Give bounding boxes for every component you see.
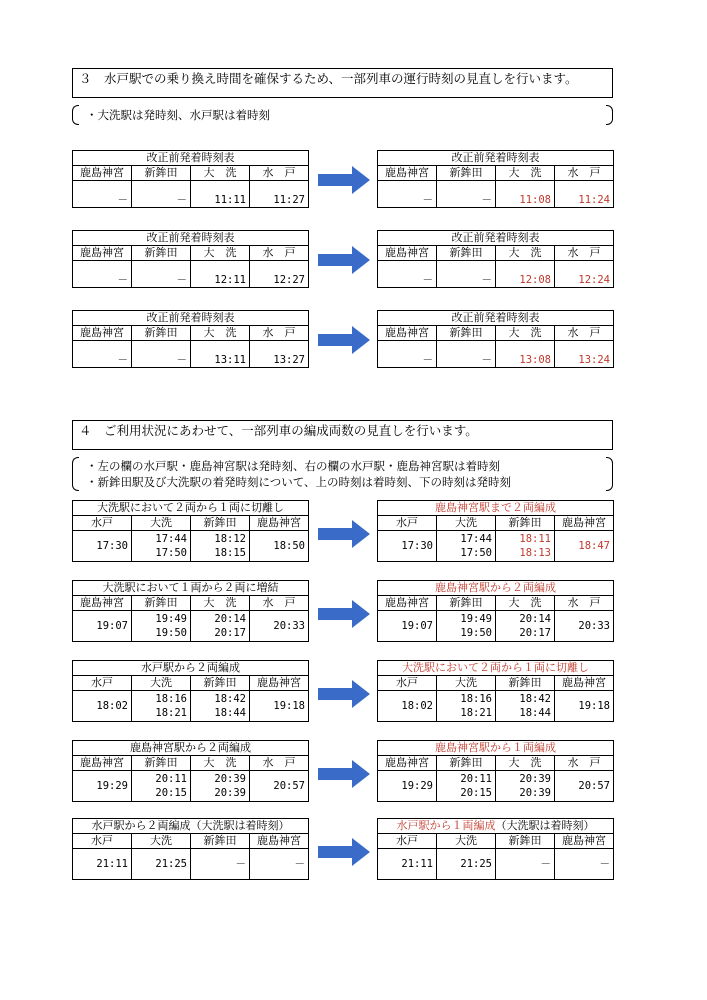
station-header: 新鉾田 [132, 756, 191, 771]
station-header: 鹿島神宮 [73, 166, 132, 181]
station-header: 水 戸 [250, 166, 309, 181]
time-value: 19:49 [460, 613, 492, 625]
station-header: 新鉾田 [191, 516, 250, 531]
time-cell: － [437, 261, 496, 288]
time-value: 18:44 [214, 707, 246, 719]
timetable-left [72, 500, 309, 562]
time-cell [378, 611, 437, 642]
station-header: 大洗 [437, 834, 496, 849]
station-header: 新鉾田 [437, 596, 496, 611]
time-value: 17:44 [155, 533, 187, 545]
timetable-left [72, 818, 309, 880]
station-header: 大 洗 [496, 596, 555, 611]
time-value: 17:50 [155, 547, 187, 559]
time-cell [73, 849, 132, 880]
station-header: 水 戸 [250, 326, 309, 341]
timetable-right [377, 580, 614, 642]
time-cell: － [132, 341, 191, 368]
time-value: 19:50 [460, 627, 492, 639]
time-cell: 13:08 [496, 341, 555, 368]
time-cell [378, 771, 437, 802]
timetable-title: 大洗駅において２両から１両に切離し [378, 661, 614, 676]
time-value: 18:12 [214, 533, 246, 545]
time-value: 20:57 [578, 780, 610, 792]
station-header: 水 戸 [250, 596, 309, 611]
time-cell: － [73, 341, 132, 368]
time-cell [73, 691, 132, 722]
time-cell [191, 611, 250, 642]
time-cell: － [378, 181, 437, 208]
station-header: 鹿島神宮 [73, 756, 132, 771]
time-value: 20:33 [578, 620, 610, 632]
time-value: 20:39 [214, 773, 246, 785]
station-header: 新鉾田 [132, 596, 191, 611]
time-cell [132, 531, 191, 562]
time-cell [378, 531, 437, 562]
time-cell [191, 771, 250, 802]
section-4-notes [72, 457, 613, 491]
arrow-right-icon [318, 326, 370, 354]
time-cell [496, 531, 555, 562]
time-cell: － [378, 261, 437, 288]
timetable-title: 改正前発着時刻表 [73, 151, 309, 166]
station-header: 新鉾田 [437, 166, 496, 181]
time-cell: 13:27 [250, 341, 309, 368]
time-value: 19:49 [155, 613, 187, 625]
time-value: 17:50 [460, 547, 492, 559]
time-cell [437, 531, 496, 562]
timetable-title: 改正前発着時刻表 [73, 231, 309, 246]
time-cell [555, 531, 614, 562]
time-value: 17:44 [460, 533, 492, 545]
timetable-left [72, 580, 309, 642]
time-value: 21:11 [96, 858, 128, 870]
timetable-title: 改正前発着時刻表 [378, 311, 614, 326]
timetable-left [72, 740, 309, 802]
time-value: 20:14 [519, 613, 551, 625]
time-cell [555, 691, 614, 722]
time-cell [378, 691, 437, 722]
station-header: 大 洗 [496, 166, 555, 181]
time-cell [73, 611, 132, 642]
time-cell [437, 771, 496, 802]
time-value: 18:50 [273, 540, 305, 552]
arrow-right-icon [318, 838, 370, 866]
station-header: 鹿島神宮 [250, 676, 309, 691]
station-header: 新鉾田 [437, 246, 496, 261]
section-3-header-text: ３ 水戸駅での乗り換え時間を確保するため、一部列車の運行時刻の見直しを行います。 [79, 71, 578, 86]
time-cell [132, 771, 191, 802]
time-value: 18:21 [460, 707, 492, 719]
time-cell: 12:27 [250, 261, 309, 288]
time-cell: － [73, 181, 132, 208]
station-header: 大 洗 [496, 326, 555, 341]
time-cell [437, 691, 496, 722]
time-cell [437, 849, 496, 880]
arrow-right-icon [318, 680, 370, 708]
time-cell [132, 611, 191, 642]
station-header: 新鉾田 [132, 166, 191, 181]
time-value: 20:17 [519, 627, 551, 639]
time-value: 18:16 [460, 693, 492, 705]
time-cell [496, 691, 555, 722]
time-cell [73, 531, 132, 562]
station-header: 大洗 [132, 516, 191, 531]
time-value: 17:30 [401, 540, 433, 552]
timetable-title: 鹿島神宮駅から２両編成 [73, 741, 309, 756]
note: ・新鉾田駅及び大洗駅の着発時刻について、上の時刻は着時刻、下の時刻は発時刻 [86, 475, 512, 489]
station-header: 鹿島神宮 [250, 516, 309, 531]
time-value: 18:13 [519, 547, 551, 559]
time-cell: 11:24 [555, 181, 614, 208]
station-header: 水 戸 [250, 246, 309, 261]
timetable-title: 改正前発着時刻表 [73, 311, 309, 326]
timetable-title: 改正前発着時刻表 [378, 231, 614, 246]
station-header: 鹿島神宮 [250, 834, 309, 849]
station-header: 鹿島神宮 [555, 516, 614, 531]
time-cell: 12:11 [191, 261, 250, 288]
time-value: 20:17 [214, 627, 246, 639]
time-value: 19:18 [273, 700, 305, 712]
time-value: 20:15 [155, 787, 187, 799]
time-cell [250, 771, 309, 802]
station-header: 鹿島神宮 [555, 834, 614, 849]
time-value: 18:21 [155, 707, 187, 719]
time-value: 18:16 [155, 693, 187, 705]
arrow-right-icon [318, 600, 370, 628]
station-header: 水戸 [378, 516, 437, 531]
station-header: 水戸 [73, 676, 132, 691]
time-cell: － [378, 341, 437, 368]
arrow-right-icon [318, 520, 370, 548]
time-value: 19:07 [96, 620, 128, 632]
time-cell: 13:24 [555, 341, 614, 368]
time-value: － [599, 858, 610, 870]
time-value: 18:02 [96, 700, 128, 712]
time-value: 19:18 [578, 700, 610, 712]
time-cell [555, 849, 614, 880]
station-header: 大洗 [437, 676, 496, 691]
time-cell [191, 849, 250, 880]
time-value: 18:42 [214, 693, 246, 705]
time-cell [250, 531, 309, 562]
time-cell: 11:08 [496, 181, 555, 208]
station-header: 大 洗 [496, 246, 555, 261]
time-cell [132, 849, 191, 880]
timetable-right [377, 818, 614, 880]
time-value: 20:14 [214, 613, 246, 625]
timetable-right [377, 310, 614, 368]
station-header: 鹿島神宮 [73, 326, 132, 341]
station-header: 大 洗 [496, 756, 555, 771]
time-value: 20:11 [155, 773, 187, 785]
section-4-header [72, 420, 613, 450]
time-cell [250, 849, 309, 880]
station-header: 新鉾田 [496, 676, 555, 691]
time-cell [555, 771, 614, 802]
station-header: 新鉾田 [191, 676, 250, 691]
arrow-right-icon [318, 760, 370, 788]
timetable-left [72, 150, 309, 208]
time-value: 18:44 [519, 707, 551, 719]
timetable-title: 水戸駅から２両編成（大洗駅は着時刻） [73, 819, 309, 834]
title-changed-part: 水戸駅から１両編成 [396, 819, 496, 832]
station-header: 水戸 [378, 834, 437, 849]
note: ・大洗駅は発時刻、水戸駅は着時刻 [86, 108, 270, 122]
time-cell [555, 611, 614, 642]
section-4-header-text: ４ ご利用状況にあわせて、一部列車の編成両数の見直しを行います。 [79, 423, 478, 438]
station-header: 水 戸 [555, 756, 614, 771]
station-header: 鹿島神宮 [378, 246, 437, 261]
station-header: 新鉾田 [191, 834, 250, 849]
time-cell [73, 771, 132, 802]
time-value: 20:15 [460, 787, 492, 799]
time-value: 18:15 [214, 547, 246, 559]
timetable-right [377, 740, 614, 802]
timetable-title: 鹿島神宮駅から２両編成 [378, 581, 614, 596]
time-value: － [540, 858, 551, 870]
timetable-title [378, 819, 614, 834]
note: ・左の欄の水戸駅・鹿島神宮駅は発時刻、右の欄の水戸駅・鹿島神宮駅は着時刻 [86, 459, 500, 473]
station-header: 大 洗 [191, 756, 250, 771]
time-value: 19:29 [96, 780, 128, 792]
time-cell: － [132, 261, 191, 288]
station-header: 新鉾田 [132, 326, 191, 341]
time-cell: 11:27 [250, 181, 309, 208]
timetable-right [377, 230, 614, 288]
time-cell [191, 531, 250, 562]
station-header: 水 戸 [555, 166, 614, 181]
time-cell: － [73, 261, 132, 288]
time-cell: － [132, 181, 191, 208]
station-header: 水戸 [73, 516, 132, 531]
station-header: 水 戸 [555, 246, 614, 261]
time-value: 20:39 [214, 787, 246, 799]
time-value: 21:25 [155, 858, 187, 870]
station-header: 大 洗 [191, 596, 250, 611]
station-header: 大 洗 [191, 326, 250, 341]
station-header: 大 洗 [191, 166, 250, 181]
time-value: 18:11 [519, 533, 551, 545]
title-note-part: （大洗駅は着時刻） [495, 819, 595, 832]
station-header: 鹿島神宮 [555, 676, 614, 691]
time-value: 18:02 [401, 700, 433, 712]
time-cell: 11:11 [191, 181, 250, 208]
time-value: － [235, 858, 246, 870]
timetable-title: 大洗駅において２両から１両に切離し [73, 501, 309, 516]
section-3-header [72, 68, 613, 98]
time-cell: 12:24 [555, 261, 614, 288]
timetable-left [72, 660, 309, 722]
time-cell: 13:11 [191, 341, 250, 368]
station-header: 新鉾田 [437, 326, 496, 341]
timetable-title: 大洗駅において１両から２両に増結 [73, 581, 309, 596]
time-cell: － [437, 341, 496, 368]
time-value: 20:11 [460, 773, 492, 785]
time-cell [496, 771, 555, 802]
timetable-left [72, 230, 309, 288]
timetable-title: 改正前発着時刻表 [378, 151, 614, 166]
station-header: 鹿島神宮 [73, 246, 132, 261]
time-value: 20:39 [519, 773, 551, 785]
time-cell [437, 611, 496, 642]
time-cell: 12:08 [496, 261, 555, 288]
station-header: 鹿島神宮 [73, 596, 132, 611]
station-header: 大 洗 [191, 246, 250, 261]
section-3-notes [72, 105, 613, 125]
time-value: 20:57 [273, 780, 305, 792]
timetable-title: 水戸駅から２両編成 [73, 661, 309, 676]
station-header: 水戸 [73, 834, 132, 849]
time-cell [250, 611, 309, 642]
arrow-right-icon [318, 166, 370, 194]
time-value: 20:33 [273, 620, 305, 632]
time-value: 19:07 [401, 620, 433, 632]
time-value: － [294, 858, 305, 870]
station-header: 水 戸 [555, 326, 614, 341]
station-header: 水 戸 [555, 596, 614, 611]
time-cell [496, 611, 555, 642]
time-cell [250, 691, 309, 722]
timetable-right [377, 500, 614, 562]
time-cell [496, 849, 555, 880]
time-cell [378, 849, 437, 880]
time-value: 17:30 [96, 540, 128, 552]
station-header: 水 戸 [250, 756, 309, 771]
time-value: 21:25 [460, 858, 492, 870]
timetable-title: 鹿島神宮駅まで２両編成 [378, 501, 614, 516]
station-header: 鹿島神宮 [378, 166, 437, 181]
timetable-title: 鹿島神宮駅から１両編成 [378, 741, 614, 756]
time-value: 20:39 [519, 787, 551, 799]
station-header: 新鉾田 [437, 756, 496, 771]
station-header: 大洗 [132, 834, 191, 849]
station-header: 大洗 [132, 676, 191, 691]
time-value: 18:42 [519, 693, 551, 705]
station-header: 新鉾田 [496, 834, 555, 849]
time-cell: － [437, 181, 496, 208]
station-header: 水戸 [378, 676, 437, 691]
timetable-left [72, 310, 309, 368]
time-value: 19:50 [155, 627, 187, 639]
station-header: 大洗 [437, 516, 496, 531]
station-header: 鹿島神宮 [378, 756, 437, 771]
station-header: 新鉾田 [496, 516, 555, 531]
station-header: 鹿島神宮 [378, 326, 437, 341]
timetable-right [377, 660, 614, 722]
time-cell [191, 691, 250, 722]
arrow-right-icon [318, 246, 370, 274]
time-value: 18:47 [578, 540, 610, 552]
time-value: 21:11 [401, 858, 433, 870]
timetable-right [377, 150, 614, 208]
time-value: 19:29 [401, 780, 433, 792]
station-header: 新鉾田 [132, 246, 191, 261]
station-header: 鹿島神宮 [378, 596, 437, 611]
time-cell [132, 691, 191, 722]
